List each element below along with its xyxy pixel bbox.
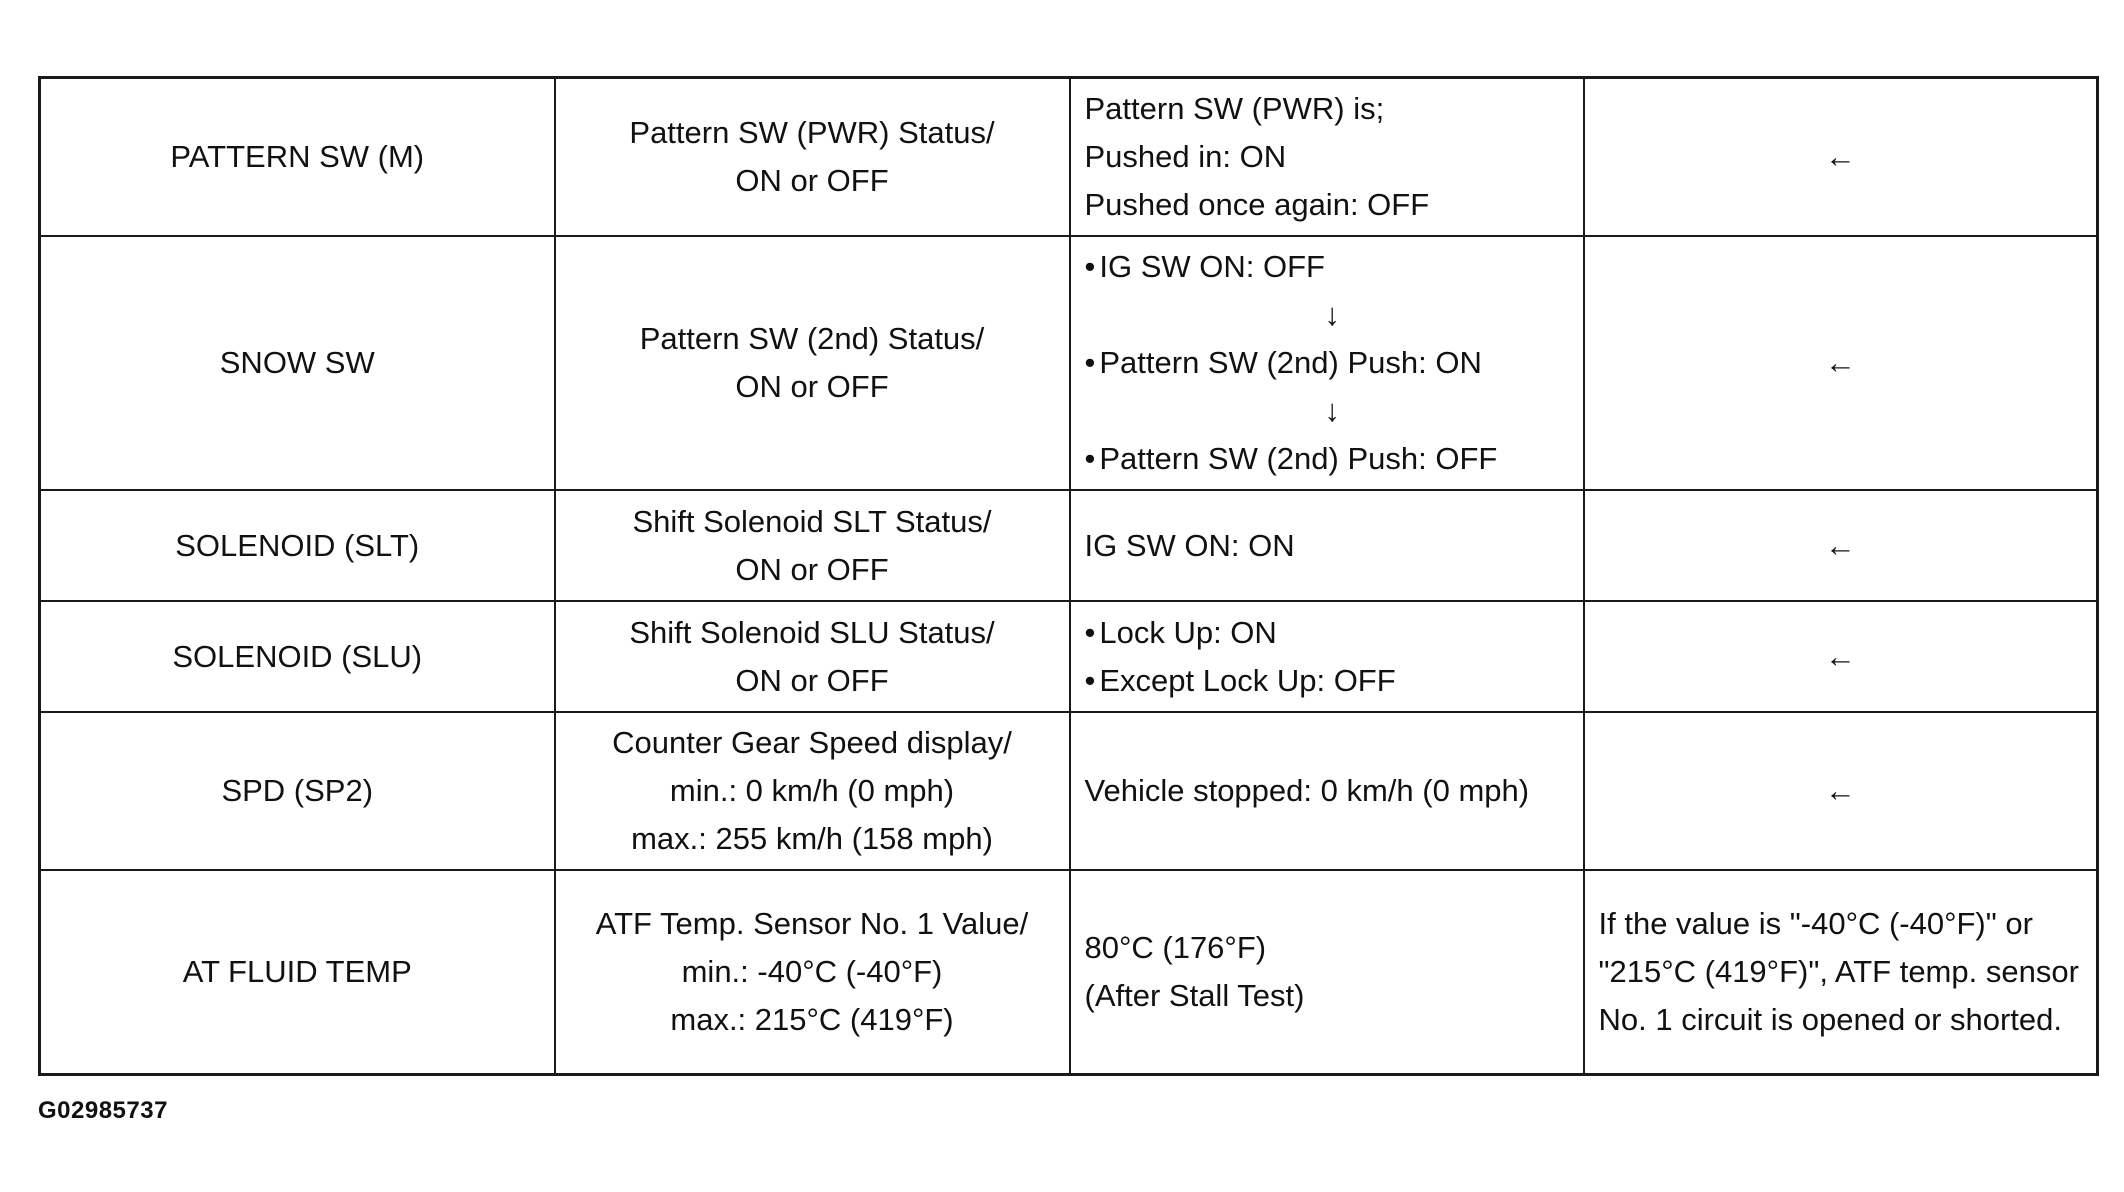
range-line: Shift Solenoid SLU Status/ [629,614,995,650]
item-cell [40,870,555,1074]
range-line: ON or OFF [735,551,889,587]
data-list-body [40,78,2098,1075]
table-row [40,712,2098,870]
measurement-range-cell [555,712,1070,870]
range-line: min.: -40°C (-40°F) [681,953,943,989]
condition-line: Pushed in: ON [1084,139,1287,174]
same-as-left-arrow-icon: ← [1824,527,1856,563]
measurement-range-cell [555,601,1070,712]
condition-bullet: • Pattern SW (2nd) Push: ON [1085,339,1569,387]
same-as-left-arrow-icon: ← [1824,345,1856,380]
condition-line: IG SW ON: ON [1084,527,1295,563]
condition-line: (After Stall Test) [1084,977,1305,1013]
data-list-sheet [38,76,2096,1076]
condition-bullet: • Pattern SW (2nd) Push: OFF [1085,435,1569,483]
range-line: ON or OFF [735,369,889,404]
data-list-table [38,76,2099,1076]
range-line: Shift Solenoid SLT Status/ [632,503,992,539]
item-cell [40,78,555,237]
table-row [40,236,2098,490]
diagnostic-note-text: If the value is "-40°C (-40°F)" or "215°C (419°F)", ATF temp. sensor No. 1 circuit is opened or shorted. [1598,905,2079,1037]
range-line: ATF Temp. Sensor No. 1 Value/ [595,905,1029,941]
range-line: Counter Gear Speed display/ [612,725,1012,760]
item-cell [40,490,555,601]
normal-condition-cell [1070,490,1584,601]
diagnostic-note-cell [1584,236,2098,490]
condition-bullet: • IG SW ON: OFF [1085,243,1569,291]
table-row [40,870,2098,1074]
range-line: ON or OFF [735,163,889,198]
item-label: SNOW SW [219,345,375,380]
range-line: Pattern SW (2nd) Status/ [639,321,985,356]
normal-condition-cell [1070,712,1584,870]
same-as-left-arrow-icon: ← [1824,139,1856,174]
item-cell [40,712,555,870]
table-row [40,601,2098,712]
table-row [40,78,2098,237]
measurement-range-cell [555,490,1070,601]
figure-id: G02985737 [38,1097,168,1124]
item-cell [40,601,555,712]
item-cell [40,236,555,490]
condition-line: Vehicle stopped: 0 km/h (0 mph) [1084,773,1530,808]
range-line: min.: 0 km/h (0 mph) [669,773,955,808]
measurement-range-cell [555,236,1070,490]
range-line: ON or OFF [735,662,889,698]
normal-condition-cell [1070,236,1584,490]
item-label: SOLENOID (SLU) [172,638,423,674]
normal-condition-cell [1070,601,1584,712]
diagnostic-note-cell [1584,712,2098,870]
table-row [40,490,2098,601]
diagnostic-note-cell [1584,870,2098,1074]
condition-bullet: • Lock Up: ON [1085,609,1569,657]
measurement-range-cell [555,870,1070,1074]
measurement-range-cell [555,78,1070,237]
item-label: SOLENOID (SLT) [175,527,420,563]
item-label: SPD (SP2) [221,773,374,808]
normal-condition-cell [1070,78,1584,237]
same-as-left-arrow-icon: ← [1824,638,1856,674]
item-label: PATTERN SW (M) [170,139,425,174]
condition-line: Pattern SW (PWR) is; [1084,91,1385,126]
range-line: max.: 255 km/h (158 mph) [631,821,993,856]
diagnostic-note-cell [1584,78,2098,237]
diagnostic-note-cell [1584,490,2098,601]
same-as-left-arrow-icon: ← [1824,773,1856,808]
condition-line: Pushed once again: OFF [1084,187,1430,222]
item-label: AT FLUID TEMP [182,953,412,989]
normal-condition-cell [1070,870,1584,1074]
diagnostic-note-cell [1584,601,2098,712]
condition-bullet: • Except Lock Up: OFF [1085,657,1569,705]
condition-line: 80°C (176°F) [1084,929,1267,965]
range-line: Pattern SW (PWR) Status/ [629,115,995,150]
down-arrow-icon: ↓ [1324,297,1340,332]
range-line: max.: 215°C (419°F) [670,1001,954,1037]
down-arrow-icon: ↓ [1324,393,1340,428]
